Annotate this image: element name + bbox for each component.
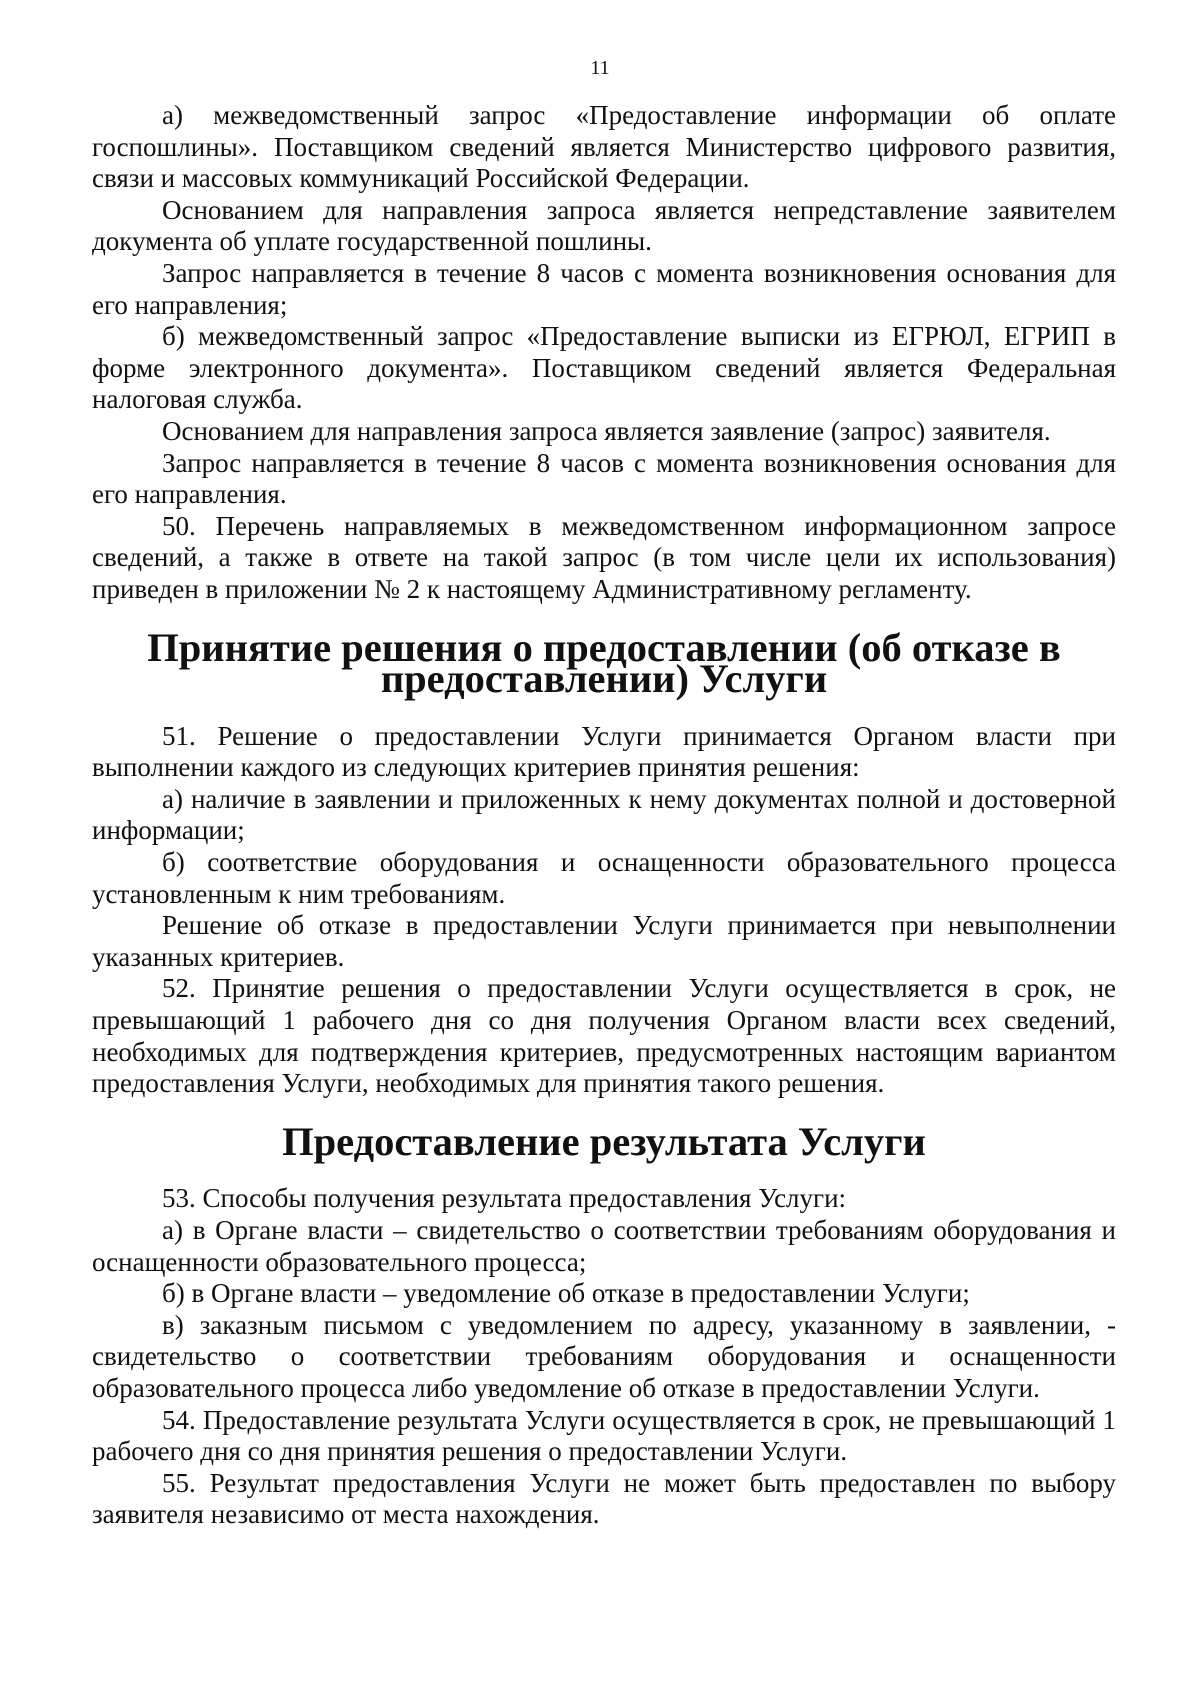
- paragraph: б) в Органе власти – уведомление об отказе в предоставлении Услуги;: [162, 1278, 970, 1309]
- paragraph: 53. Способы получения результата предоставления Услуги:: [162, 1183, 847, 1214]
- paragraph: б) межведомственный запрос «Предоставление выписки из ЕГРЮЛ, ЕГРИП в форме электронного документа». Поставщиком сведений является Федеральная налоговая служба.: [92, 321, 1116, 415]
- paragraph: а) в Органе власти – свидетельство о соответствии требованиям оборудования и оснащенности образовательного процесса;: [92, 1215, 1116, 1277]
- paragraph: 50. Перечень направляемых в межведомственном информационном запросе сведений, а также в ответе на такой запрос (в том числе цели их использования) приведен в приложении № 2 к настоящему Административному регламенту.: [92, 510, 1116, 604]
- page-number: 11: [590, 57, 610, 79]
- paragraph: Основанием для направления запроса является непредставление заявителем документа об уплате государственной пошлины.: [92, 194, 1116, 257]
- paragraph: 55. Результат предоставления Услуги не может быть предоставлен по выбору заявителя независимо от места нахождения.: [92, 1467, 1116, 1530]
- paragraph: а) наличие в заявлении и приложенных к нему документах полной и достоверной информации;: [92, 783, 1116, 846]
- paragraph: 52. Принятие решения о предоставлении Услуги осуществляется в срок, не превышающий 1 рабочего дня со дня получения Органом власти всех сведений, необходимых для подтверждения критериев, предусмотренных настоящим вариантом предоставления Услуги, необходимых для принятия такого решения.: [92, 973, 1116, 1099]
- paragraph: Запрос направляется в течение 8 часов с момента возникновения основания для его направления;: [92, 257, 1116, 320]
- section-heading-decision: Принятие решения о предоставлении (об отказе в предоставлении) Услуги: [147, 624, 1061, 702]
- paragraph: Запрос направляется в течение 8 часов с момента возникновения основания для его направления.: [92, 447, 1116, 510]
- paragraph: 51. Решение о предоставлении Услуги принимается Органом власти при выполнении каждого из следующих критериев принятия решения:: [92, 720, 1116, 783]
- paragraph: Решение об отказе в предоставлении Услуги принимается при невыполнении указанных критериев.: [92, 910, 1116, 972]
- paragraph: б) соответствие оборудования и оснащенности образовательного процесса установленным к ним требованиям.: [92, 847, 1116, 909]
- page-content: [92, 100, 1116, 1531]
- section-heading-result: Предоставление результата Услуги: [282, 1118, 926, 1164]
- paragraph: Основанием для направления запроса является заявление (запрос) заявителя.: [162, 415, 1051, 446]
- paragraph: а) межведомственный запрос «Предоставление информации об оплате госпошлины». Поставщиком сведений является Министерство цифрового развития, связи и массовых коммуникаций Российской Федерации.: [92, 100, 1116, 194]
- paragraph: 54. Предоставление результата Услуги осуществляется в срок, не превышающий 1 рабочего дня со дня принятия решения о предоставлении Услуги.: [92, 1404, 1116, 1467]
- paragraph: в) заказным письмом с уведомлением по адресу, указанному в заявлении, - свидетельство о соответствии требованиям оборудования и оснащенности образовательного процесса либо уведомление об отказе в предоставлении Услуги.: [92, 1309, 1116, 1403]
